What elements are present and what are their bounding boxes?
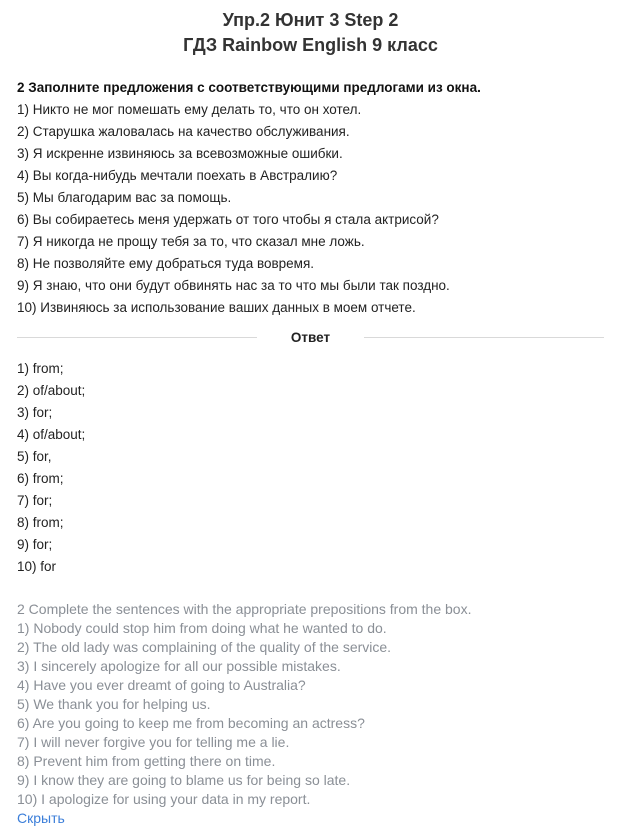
translation-item: 5) We thank you for helping us.: [17, 696, 211, 712]
answer-item: 2) of/about;: [17, 383, 86, 398]
task-item: 9) Я знаю, что они будут обвинять нас за то что мы были так поздно.: [17, 278, 450, 293]
divider-line-right: [364, 337, 604, 338]
translation-section: [0, 600, 621, 828]
answer-list: [17, 358, 604, 578]
answer-item: 4) of/about;: [17, 427, 86, 442]
translation-item: 4) Have you ever dreamt of going to Australia?: [17, 677, 306, 693]
task-heading: 2 Заполните предложения с соответствующими предлогами из окна.: [17, 80, 481, 95]
translation-item: 8) Prevent him from getting there on time.: [17, 753, 276, 769]
answer-item: 10) for: [17, 559, 57, 574]
translation-list: [17, 619, 604, 809]
translation-heading: 2 Complete the sentences with the appropriate prepositions from the box.: [17, 601, 472, 617]
divider-line-left: [17, 337, 257, 338]
hide-translation-link[interactable]: Скрыть: [17, 810, 65, 826]
translation-item: 10) I apologize for using your data in my report.: [17, 791, 311, 807]
translation-item: 3) I sincerely apologize for all our possible mistakes.: [17, 658, 341, 674]
page-header: [0, 0, 621, 58]
task-item: 6) Вы собираетесь меня удержать от того чтобы я стала актрисой?: [17, 212, 439, 227]
task-item: 3) Я искренне извиняюсь за всевозможные ошибки.: [17, 146, 343, 161]
translation-item: 7) I will never forgive you for telling me a lie.: [17, 734, 290, 750]
answer-item: 6) from;: [17, 471, 64, 486]
answer-item: 7) for;: [17, 493, 53, 508]
answer-label: Ответ: [290, 329, 331, 345]
task-list: [17, 99, 604, 319]
translation-item: 9) I know they are going to blame us for being so late.: [17, 772, 351, 788]
answer-item: 3) for;: [17, 405, 53, 420]
task-item: 8) Не позволяйте ему добраться туда вовремя.: [17, 256, 315, 271]
translation-item: 1) Nobody could stop him from doing what he wanted to do.: [17, 620, 387, 636]
task-item: 7) Я никогда не прощу тебя за то, что сказал мне ложь.: [17, 234, 365, 249]
translation-item: 6) Are you going to keep me from becoming an actress?: [17, 715, 365, 731]
task-item: 5) Мы благодарим вас за помощь.: [17, 190, 232, 205]
answer-divider: [0, 325, 621, 349]
task-section: [0, 77, 621, 319]
answer-item: 5) for,: [17, 449, 52, 464]
answer-item: 8) from;: [17, 515, 64, 530]
page-subtitle: ГДЗ Rainbow English 9 класс: [183, 35, 438, 55]
task-item: 2) Старушка жаловалась на качество обслуживания.: [17, 124, 350, 139]
answer-section: [0, 358, 621, 578]
task-item: 1) Никто не мог помешать ему делать то, что он хотел.: [17, 102, 362, 117]
translation-item: 2) The old lady was complaining of the quality of the service.: [17, 639, 392, 655]
task-item: 4) Вы когда-нибудь мечтали поехать в Австралию?: [17, 168, 338, 183]
answer-item: 1) from;: [17, 361, 64, 376]
answer-item: 9) for;: [17, 537, 53, 552]
task-item: 10) Извиняюсь за использование ваших данных в моем отчете.: [17, 300, 416, 315]
page-title: Упр.2 Юнит 3 Step 2: [222, 10, 399, 30]
